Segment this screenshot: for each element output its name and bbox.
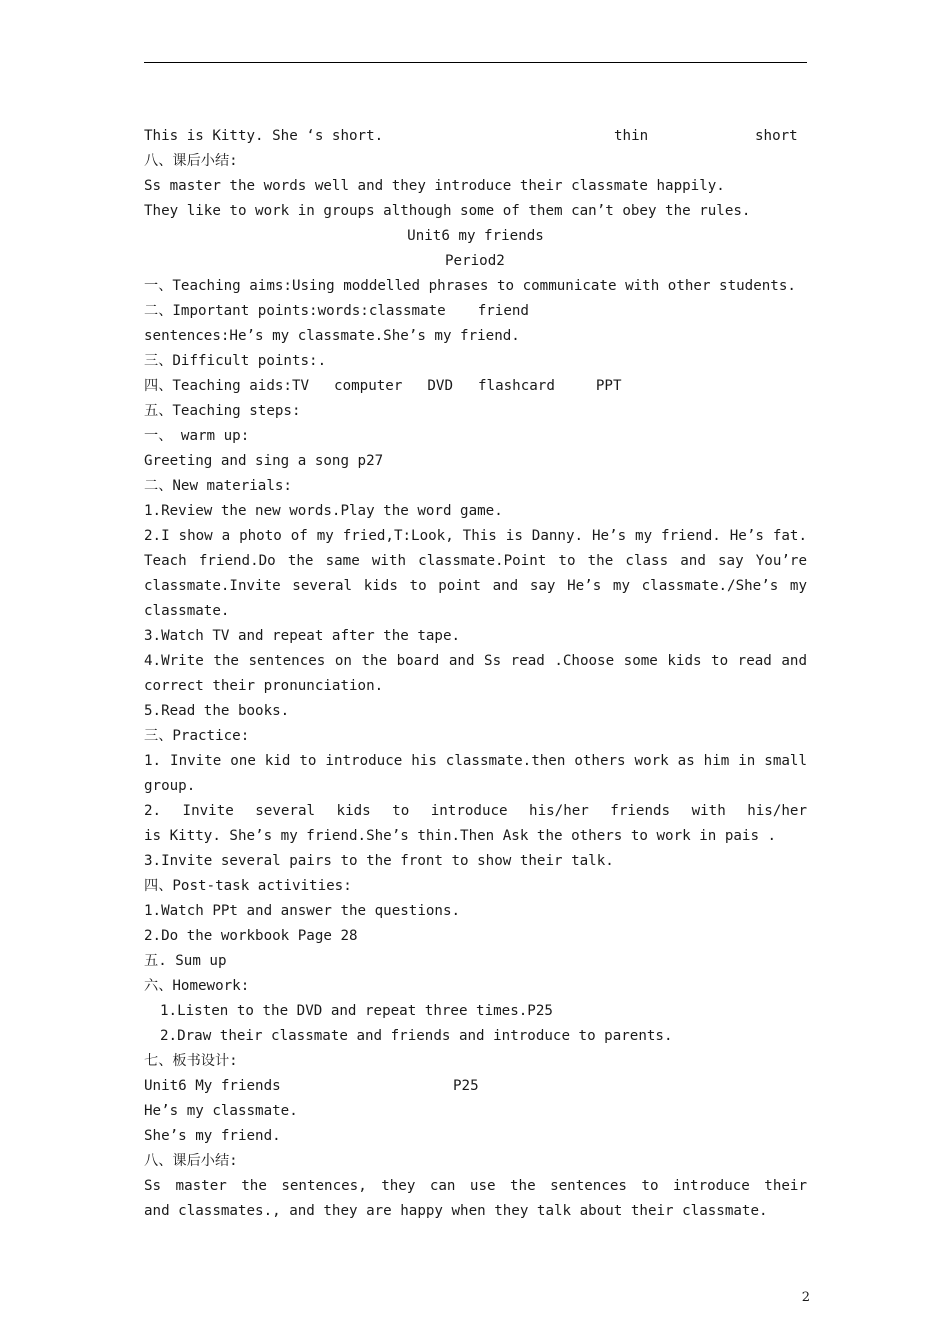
kitty-text: This is Kitty. She ‘s short. bbox=[144, 128, 384, 144]
board-title-line bbox=[144, 1074, 807, 1099]
aids-label: 四、Teaching aids:TV bbox=[144, 378, 310, 394]
important-word-friend: friend bbox=[477, 303, 529, 319]
new-materials-item-2-line-3: classmate.Invite several kids to point and say He’s my classmate./She’s my bbox=[144, 578, 807, 594]
practice-item-2-line-1: 2. Invite several kids to introduce his/her friends with his/her bbox=[144, 803, 807, 819]
after-class-line-2: and classmates., and they are happy when they talk about their classmate. bbox=[144, 1203, 768, 1219]
summary-heading: 八、课后小结: bbox=[144, 153, 238, 169]
new-materials-item-2-line-4: classmate. bbox=[144, 603, 230, 619]
kitty-line bbox=[144, 124, 807, 149]
aid-computer: computer bbox=[334, 378, 403, 394]
teaching-aids bbox=[144, 374, 807, 399]
sum-up: 五. Sum up bbox=[144, 953, 227, 969]
difficult-points: 三、Difficult points:. bbox=[144, 353, 327, 369]
new-materials-item-4-line-1: 4.Write the sentences on the board and Ss read .Choose some kids to read and bbox=[144, 653, 807, 669]
new-materials-item-5: 5.Read the books. bbox=[144, 703, 290, 719]
homework-item-1: 1.Listen to the DVD and repeat three times.P25 bbox=[160, 1003, 553, 1019]
board-page: P25 bbox=[453, 1078, 479, 1094]
board-line-1: He’s my classmate. bbox=[144, 1103, 298, 1119]
new-materials-item-3: 3.Watch TV and repeat after the tape. bbox=[144, 628, 461, 644]
after-class-heading: 八、课后小结: bbox=[144, 1153, 238, 1169]
practice-heading: 三、Practice: bbox=[144, 728, 250, 744]
aid-ppt: PPT bbox=[595, 378, 622, 394]
new-materials-item-2-line-2: Teach friend.Do the same with classmate.Point to the class and say You’re bbox=[144, 553, 807, 569]
new-materials-heading: 二、New materials: bbox=[144, 478, 292, 494]
board-line-2: She’s my friend. bbox=[144, 1128, 281, 1144]
practice-item-3: 3.Invite several pairs to the front to show their talk. bbox=[144, 853, 614, 869]
word-short: short bbox=[755, 128, 798, 144]
new-materials-item-4-line-2: correct their pronunciation. bbox=[144, 678, 384, 694]
document-body bbox=[144, 124, 807, 1224]
homework-heading: 六、Homework: bbox=[144, 978, 250, 994]
important-label: 二、Important points:words:classmate bbox=[144, 303, 446, 319]
teaching-aims: 一、Teaching aims:Using moddelled phrases to communicate with other students. bbox=[144, 278, 796, 294]
warm-up-text: Greeting and sing a song p27 bbox=[144, 453, 384, 469]
aid-dvd: DVD bbox=[427, 378, 454, 394]
practice-item-2-line-2: is Kitty. She’s my friend.She’s thin.Then Ask the others to work in pais . bbox=[144, 828, 777, 844]
board-title: Unit6 My friends bbox=[144, 1078, 281, 1094]
new-materials-item-1: 1.Review the new words.Play the word game. bbox=[144, 503, 503, 519]
after-class-line-1: Ss master the sentences, they can use the sentences to introduce their bbox=[144, 1178, 807, 1194]
post-task-item-2: 2.Do the workbook Page 28 bbox=[144, 928, 358, 944]
word-thin: thin bbox=[614, 128, 649, 144]
warm-up-heading: 一、 warm up: bbox=[144, 428, 250, 444]
unit-title: Unit6 my friends bbox=[407, 228, 544, 244]
homework-item-2: 2.Draw their classmate and friends and introduce to parents. bbox=[160, 1028, 673, 1044]
header-rule bbox=[144, 62, 807, 63]
practice-item-1-line-1: 1. Invite one kid to introduce his classmate.then others work as him in small bbox=[144, 753, 807, 769]
period-title: Period2 bbox=[445, 253, 505, 269]
summary-line-1: Ss master the words well and they introduce their classmate happily. bbox=[144, 178, 725, 194]
post-task-item-1: 1.Watch PPt and answer the questions. bbox=[144, 903, 461, 919]
aid-flashcard: flashcard bbox=[478, 378, 555, 394]
important-points bbox=[144, 299, 807, 324]
important-sentences: sentences:He’s my classmate.She’s my friend. bbox=[144, 328, 520, 344]
summary-line-2: They like to work in groups although some of them can’t obey the rules. bbox=[144, 203, 751, 219]
board-design-heading: 七、板书设计: bbox=[144, 1053, 238, 1069]
practice-item-1-line-2: group. bbox=[144, 778, 196, 794]
new-materials-item-2-line-1: 2.I show a photo of my fried,T:Look, This is Danny. He’s my friend. He’s fat. bbox=[144, 528, 807, 544]
post-task-heading: 四、Post-task activities: bbox=[144, 878, 352, 894]
page-number: 2 bbox=[801, 1290, 810, 1305]
teaching-steps: 五、Teaching steps: bbox=[144, 403, 301, 419]
